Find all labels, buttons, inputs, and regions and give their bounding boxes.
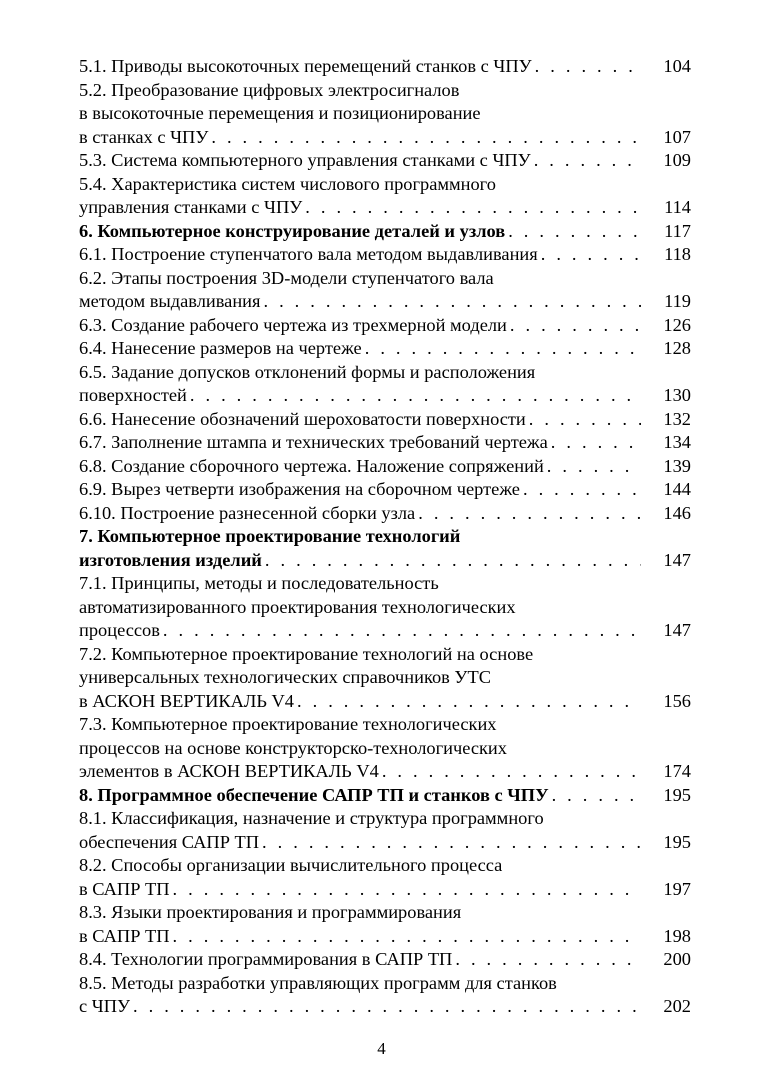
- toc-entry[interactable]: [79, 478, 691, 502]
- toc-entry[interactable]: [79, 337, 691, 361]
- toc-page-number: 202: [663, 996, 691, 1016]
- dot-leader: [415, 502, 641, 526]
- toc-entry-title: 6.5. Задание допусков отклонений формы и расположения: [79, 361, 536, 382]
- toc-page-number: 114: [664, 197, 691, 217]
- toc-entry[interactable]: [79, 408, 691, 432]
- toc-entry-title: обеспечения САПР ТП: [79, 831, 260, 852]
- toc-entry-title: 8.3. Языки проектирования и программирования: [79, 902, 462, 922]
- toc-entry[interactable]: [79, 525, 691, 572]
- toc-page-number: 139: [663, 455, 691, 476]
- dot-leader: [187, 384, 641, 408]
- toc-page-number: 132: [663, 408, 691, 429]
- toc-entry-title: 6.8. Создание сборочного чертежа. Наложение сопряжений: [79, 455, 544, 476]
- dot-leader: [302, 196, 641, 220]
- toc-entry[interactable]: [79, 149, 691, 173]
- toc-entry-title: 8.5. Методы разработки управляющих программ для станков: [79, 972, 557, 993]
- dot-leader: [452, 948, 641, 972]
- dot-leader: [538, 243, 641, 267]
- dot-leader: [262, 549, 641, 573]
- toc-entry-title: 6.10. Построение разнесенной сборки узла: [79, 502, 416, 523]
- toc-entry-title: в высокоточные перемещения и позиционирование: [79, 103, 481, 123]
- dot-leader: [259, 831, 641, 855]
- toc-entry[interactable]: [79, 314, 691, 338]
- toc-entry-title: 6. Компьютерное конструирование деталей и узлов: [79, 220, 506, 241]
- toc-entry[interactable]: [79, 431, 691, 455]
- dot-leader: [170, 878, 641, 902]
- toc-entry-title: 8. Программное обеспечение САПР ТП и станков с ЧПУ: [79, 784, 549, 805]
- toc-entry-title: 6.1. Построение ступенчатого вала методом выдавливания: [79, 244, 538, 264]
- dot-leader: [526, 408, 641, 432]
- toc-page-number: 128: [663, 338, 691, 358]
- dot-leader: [505, 220, 641, 244]
- toc-entry-title: универсальных технологических справочников УТС: [79, 667, 491, 687]
- toc-entry[interactable]: [79, 173, 691, 220]
- toc-entry-title: поверхностей: [79, 385, 187, 405]
- toc-entry-title: 6.7. Заполнение штампа и технических требований чертежа: [79, 432, 548, 452]
- toc-page-number: 107: [663, 126, 691, 147]
- toc-entry[interactable]: [79, 243, 691, 267]
- toc-entry-title: 7. Компьютерное проектирование технологий: [79, 526, 461, 546]
- dot-leader: [208, 126, 641, 150]
- toc-entry-title: автоматизированного проектирования технологических: [79, 596, 516, 617]
- toc-entry-title: 8.2. Способы организации вычислительного процесса: [79, 855, 503, 875]
- toc-page-number: 174: [663, 761, 691, 781]
- toc-entry-title: управления станками с ЧПУ: [79, 197, 303, 217]
- toc-page-number: 147: [663, 549, 691, 570]
- toc-entry-title: 8.1. Классификация, назначение и структура программного: [79, 808, 544, 828]
- toc-page-number: 200: [663, 949, 691, 969]
- toc-page-number: 198: [663, 925, 691, 946]
- toc-entry-title: 6.6. Нанесение обозначений шероховатости поверхности: [79, 408, 526, 429]
- toc-page-number: 104: [663, 56, 691, 76]
- dot-leader: [160, 619, 641, 643]
- toc-entry[interactable]: [79, 972, 691, 1019]
- toc-page-number: 134: [663, 432, 691, 452]
- toc-entry[interactable]: [79, 220, 691, 244]
- toc-entry[interactable]: [79, 854, 691, 901]
- dot-leader: [549, 784, 641, 808]
- toc-page-number: 130: [663, 385, 691, 405]
- dot-leader: [260, 290, 641, 314]
- toc-entry-title: с ЧПУ: [79, 996, 131, 1016]
- toc-page-number: 144: [663, 479, 691, 499]
- toc-entry[interactable]: [79, 948, 691, 972]
- dot-leader: [379, 760, 641, 784]
- dot-leader: [130, 995, 641, 1019]
- toc-entry[interactable]: [79, 807, 691, 854]
- dot-leader: [294, 690, 641, 714]
- toc-entry-title: процессов: [79, 620, 160, 640]
- toc-entry-title: 5.1. Приводы высокоточных перемещений станков с ЧПУ: [79, 56, 532, 76]
- toc-entry-title: 6.9. Вырез четверти изображения на сборочном чертеже: [79, 479, 520, 499]
- toc-page-number: 118: [664, 244, 691, 264]
- toc-entry-title: 6.3. Создание рабочего чертежа из трехмерной модели: [79, 314, 507, 335]
- toc-entry-title: 6.4. Нанесение размеров на чертеже: [79, 338, 362, 358]
- toc-entry-title: в станках с ЧПУ: [79, 126, 209, 147]
- dot-leader: [548, 431, 641, 455]
- toc-page-number: 126: [663, 314, 691, 335]
- toc-entry[interactable]: [79, 643, 691, 714]
- page-number: 4: [377, 1039, 386, 1058]
- toc-entry-title: 5.2. Преобразование цифровых электросигналов: [79, 79, 460, 100]
- toc-entry-title: изготовления изделий: [79, 549, 262, 570]
- toc-page-number: 197: [663, 878, 691, 899]
- dot-leader: [170, 925, 641, 949]
- dot-leader: [507, 314, 641, 338]
- dot-leader: [520, 478, 641, 502]
- toc-entry[interactable]: [79, 572, 691, 643]
- toc-entry-title: 7.3. Компьютерное проектирование технологических: [79, 714, 497, 734]
- toc-page-number: 109: [663, 150, 691, 170]
- dot-leader: [362, 337, 641, 361]
- toc-entry-title: элементов в АСКОН ВЕРТИКАЛЬ V4: [79, 761, 379, 781]
- toc-entry-title: 5.3. Система компьютерного управления станками с ЧПУ: [79, 150, 531, 170]
- toc-entry[interactable]: [79, 502, 691, 526]
- toc-entry[interactable]: [79, 79, 691, 150]
- toc-entry[interactable]: [79, 361, 691, 408]
- dot-leader: [531, 149, 641, 173]
- toc-entry[interactable]: [79, 784, 691, 808]
- table-of-contents: [79, 55, 691, 1019]
- toc-entry-title: 6.2. Этапы построения 3D-модели ступенчатого вала: [79, 267, 494, 288]
- toc-entry-title: в САПР ТП: [79, 878, 170, 899]
- toc-entry-title: 5.4. Характеристика систем числового программного: [79, 173, 496, 194]
- toc-entry[interactable]: [79, 55, 691, 79]
- toc-page-number: 147: [663, 620, 691, 640]
- toc-page-number: 195: [663, 831, 691, 852]
- toc-page-number: 117: [664, 220, 691, 241]
- dot-leader: [532, 55, 641, 79]
- toc-page-number: 156: [663, 690, 691, 711]
- toc-entry[interactable]: [79, 901, 691, 948]
- toc-entry-title: 7.1. Принципы, методы и последовательность: [79, 573, 439, 593]
- toc-page-number: 119: [664, 291, 691, 311]
- toc-entry[interactable]: [79, 267, 691, 314]
- toc-page-number: 195: [663, 784, 691, 805]
- toc-entry[interactable]: [79, 455, 691, 479]
- toc-entry-title: в АСКОН ВЕРТИКАЛЬ V4: [79, 690, 295, 711]
- dot-leader: [544, 455, 641, 479]
- toc-entry-title: 7.2. Компьютерное проектирование технологий на основе: [79, 643, 534, 664]
- toc-entry[interactable]: [79, 713, 691, 784]
- toc-page-number: 146: [663, 502, 691, 523]
- toc-entry-title: в САПР ТП: [79, 925, 170, 946]
- toc-entry-title: методом выдавливания: [79, 291, 261, 311]
- toc-entry-title: процессов на основе конструкторско-технологических: [79, 737, 507, 758]
- toc-entry-title: 8.4. Технологии программирования в САПР ТП: [79, 949, 453, 969]
